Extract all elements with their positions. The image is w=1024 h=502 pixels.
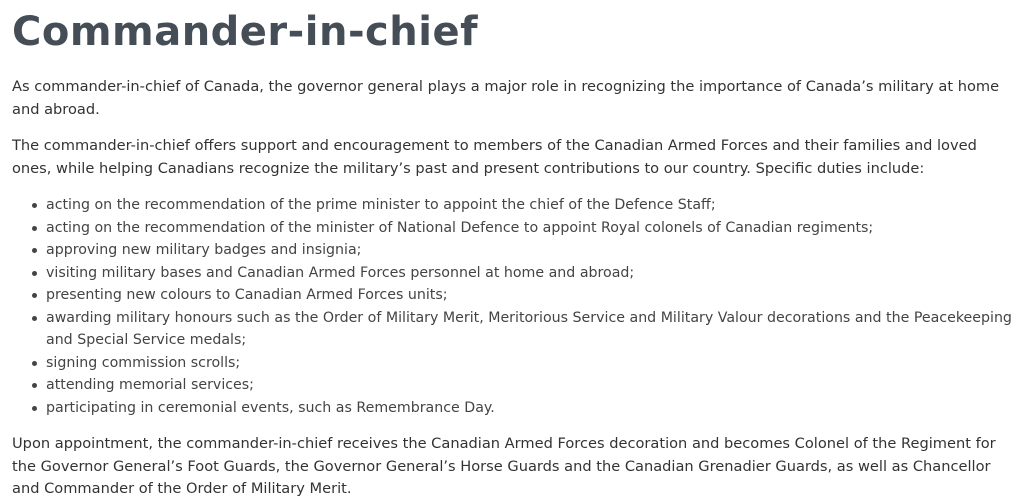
list-item: visiting military bases and Canadian Armed Forces personnel at home and abroad; xyxy=(46,262,1014,285)
list-item: signing commission scrolls; xyxy=(46,352,1014,375)
closing-paragraph: Upon appointment, the commander-in-chief receives the Canadian Armed Forces decoration and becomes Colonel of the Regiment for the Governor General’s Foot Guards, the Governor General’s Horse Guards and the Canadian Grenadier Guards, as well as Chancellor and Commander of the Order of Military Merit. xyxy=(12,435,996,497)
duties-list xyxy=(12,194,1014,419)
list-item: acting on the recommendation of the prime minister to appoint the chief of the Defence Staff; xyxy=(46,194,1014,217)
list-item: attending memorial services; xyxy=(46,374,1014,397)
duties-intro-paragraph: The commander-in-chief offers support and encouragement to members of the Canadian Armed Forces and their families and loved ones, while helping Canadians recognize the military’s past and present contributions to our country. Specific duties include: xyxy=(12,137,977,177)
list-item: participating in ceremonial events, such as Remembrance Day. xyxy=(46,397,1014,420)
list-item: approving new military badges and insignia; xyxy=(46,239,1014,262)
intro-paragraph: As commander-in-chief of Canada, the governor general plays a major role in recognizing the importance of Canada’s military at home and abroad. xyxy=(12,78,1000,118)
list-item: presenting new colours to Canadian Armed Forces units; xyxy=(46,284,1014,307)
page-title: Commander-in-chief xyxy=(12,9,478,55)
list-item: awarding military honours such as the Order of Military Merit, Meritorious Service and Military Valour decorations and the Peacekeeping and Special Service medals; xyxy=(46,307,1014,352)
list-item: acting on the recommendation of the minister of National Defence to appoint Royal colonels of Canadian regiments; xyxy=(46,217,1014,240)
